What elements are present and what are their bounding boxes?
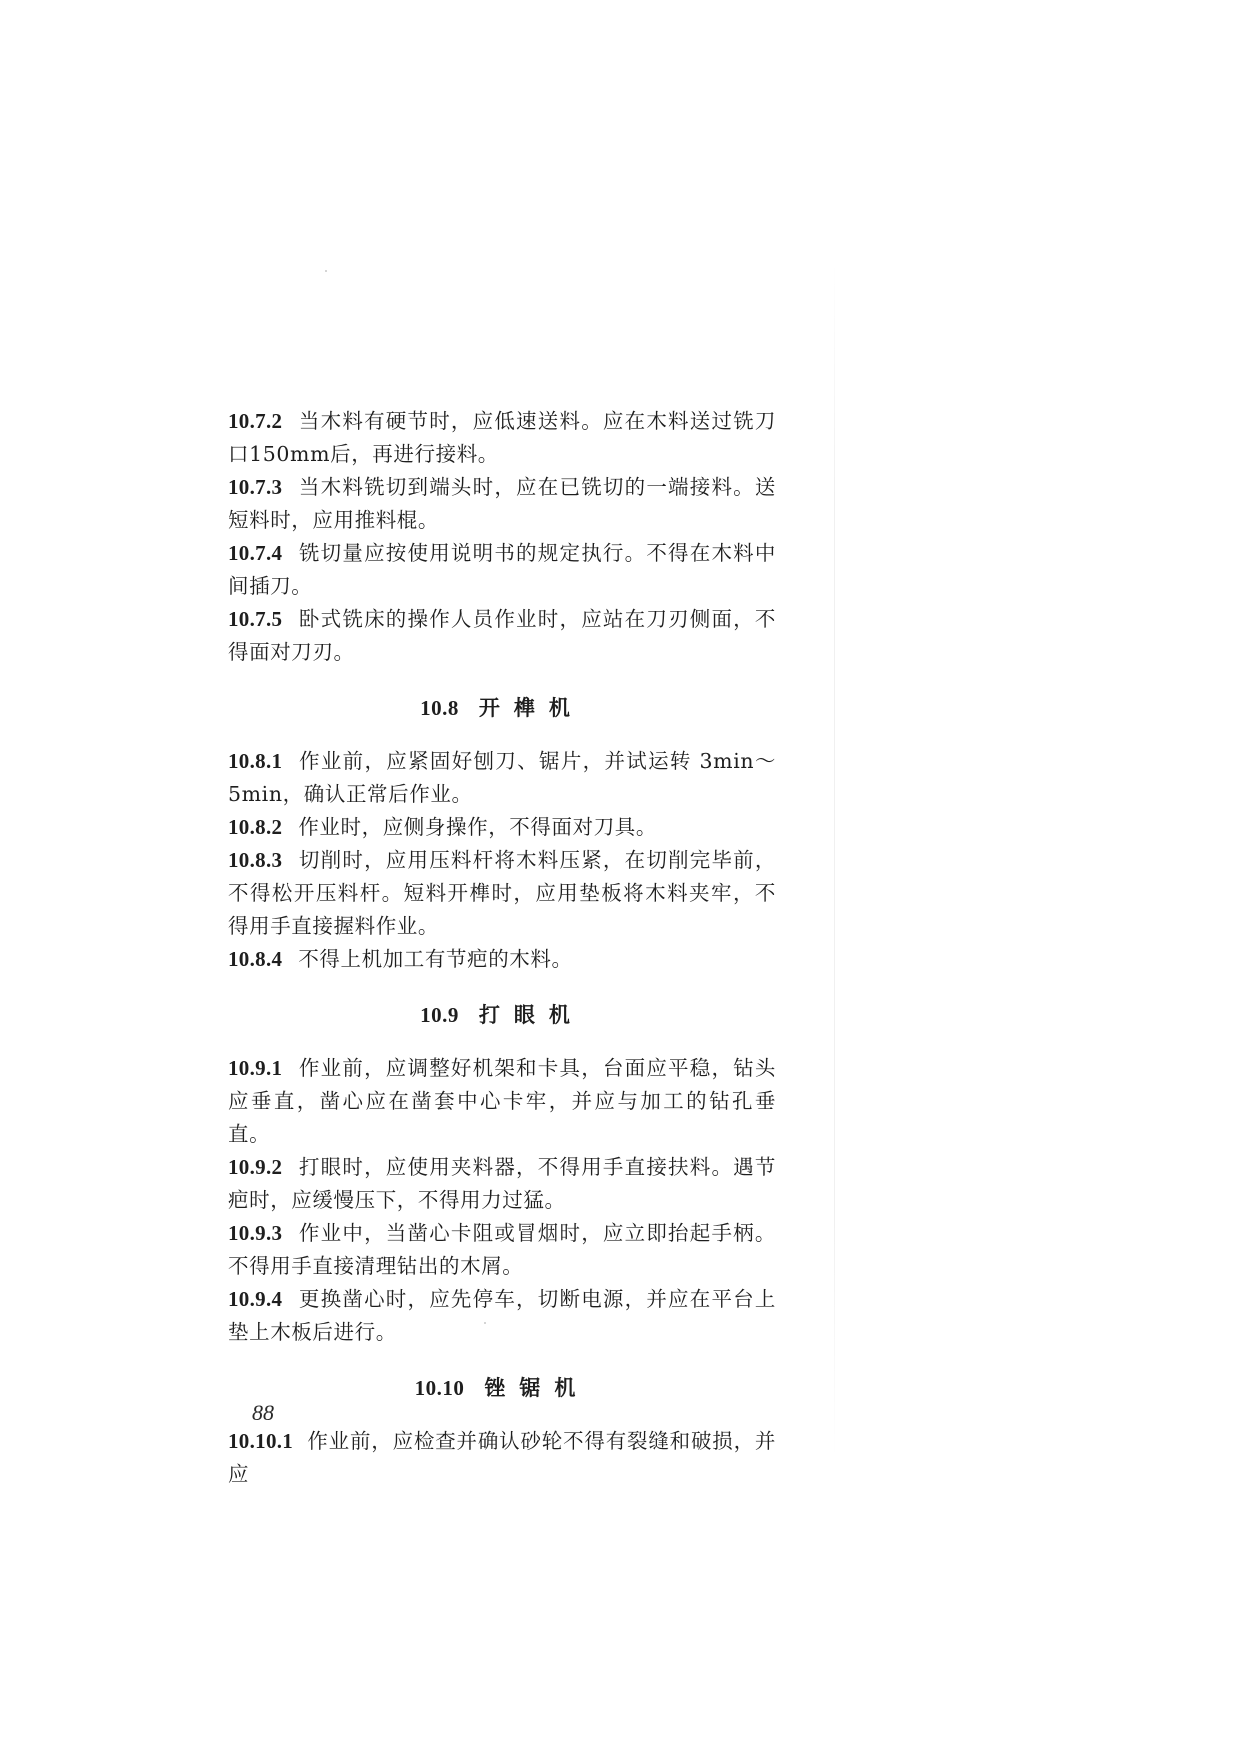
clause-text: 卧式铣床的操作人员作业时，应站在刀刃侧面，不得面对刀刃。 (228, 607, 776, 664)
clause-10-8-1 (228, 745, 776, 811)
clause-text: 不得上机加工有节疤的木料。 (298, 947, 573, 971)
clause-number: 10.8.4 (228, 947, 283, 971)
section-number: 10.8 (420, 696, 459, 720)
clause-number: 10.9.1 (228, 1056, 283, 1080)
clause-10-7-4 (228, 537, 776, 603)
section-title: 锉锯机 (484, 1375, 590, 1400)
clause-text: 当木料有硬节时，应低速送料。应在木料送过铣刀口150mm后，再进行接料。 (228, 409, 776, 466)
clause-10-9-4 (228, 1283, 776, 1349)
clause-number: 10.7.2 (228, 409, 283, 433)
clause-10-9-1 (228, 1052, 776, 1151)
clause-text: 铣切量应按使用说明书的规定执行。不得在木料中间插刀。 (228, 541, 776, 598)
clause-10-8-4 (228, 943, 776, 976)
section-heading-10-8 (228, 691, 776, 725)
clause-text: 打眼时，应使用夹料器，不得用手直接扶料。遇节疤时，应缓慢压下，不得用力过猛。 (228, 1155, 776, 1212)
clause-number: 10.7.3 (228, 475, 283, 499)
section-title: 开榫机 (478, 695, 584, 720)
clause-10-7-3 (228, 471, 776, 537)
clause-text: 作业前，应调整好机架和卡具，台面应平稳，钻头应垂直，凿心应在凿套中心卡牢，并应与加工的钻孔垂直。 (228, 1056, 776, 1146)
section-title: 打眼机 (478, 1002, 584, 1027)
page-body (228, 405, 776, 1491)
clause-10-7-2 (228, 405, 776, 471)
section-heading-10-9 (228, 998, 776, 1032)
clause-10-8-3 (228, 844, 776, 943)
clause-number: 10.8.2 (228, 815, 283, 839)
clause-number: 10.8.3 (228, 848, 283, 872)
clause-text: 作业前，应检查并确认砂轮不得有裂缝和破损，并应 (228, 1429, 776, 1486)
clause-text: 作业时，应侧身操作，不得面对刀具。 (298, 815, 658, 839)
section-heading-10-10 (228, 1371, 776, 1405)
clause-10-8-2 (228, 811, 776, 844)
clause-text: 作业中，当凿心卡阻或冒烟时，应立即抬起手柄。不得用手直接清理钻出的木屑。 (228, 1221, 776, 1278)
clause-text: 作业前，应紧固好刨刀、锯片，并试运转 3min～5min，确认正常后作业。 (228, 749, 776, 806)
clause-text: 切削时，应用压料杆将木料压紧，在切削完毕前，不得松开压料杆。短料开榫时，应用垫板将木料夹牢，不得用手直接握料作业。 (228, 848, 776, 938)
section-number: 10.9 (420, 1003, 459, 1027)
clause-10-10-1 (228, 1425, 776, 1491)
clause-10-9-2 (228, 1151, 776, 1217)
clause-text: 当木料铣切到端头时，应在已铣切的一端接料。送短料时，应用推料棍。 (228, 475, 776, 532)
page-number: 88 (252, 1400, 274, 1425)
scan-speck (325, 270, 327, 272)
page-edge-shadow (834, 260, 835, 1460)
clause-number: 10.8.1 (228, 749, 283, 773)
clause-10-9-3 (228, 1217, 776, 1283)
clause-number: 10.9.2 (228, 1155, 283, 1179)
clause-number: 10.7.4 (228, 541, 283, 565)
clause-10-7-5 (228, 603, 776, 669)
clause-number: 10.10.1 (228, 1429, 294, 1453)
section-number: 10.10 (414, 1376, 465, 1400)
clause-text: 更换凿心时，应先停车，切断电源，并应在平台上垫上木板后进行。 (228, 1287, 776, 1344)
clause-number: 10.9.4 (228, 1287, 283, 1311)
clause-number: 10.9.3 (228, 1221, 283, 1245)
clause-number: 10.7.5 (228, 607, 283, 631)
